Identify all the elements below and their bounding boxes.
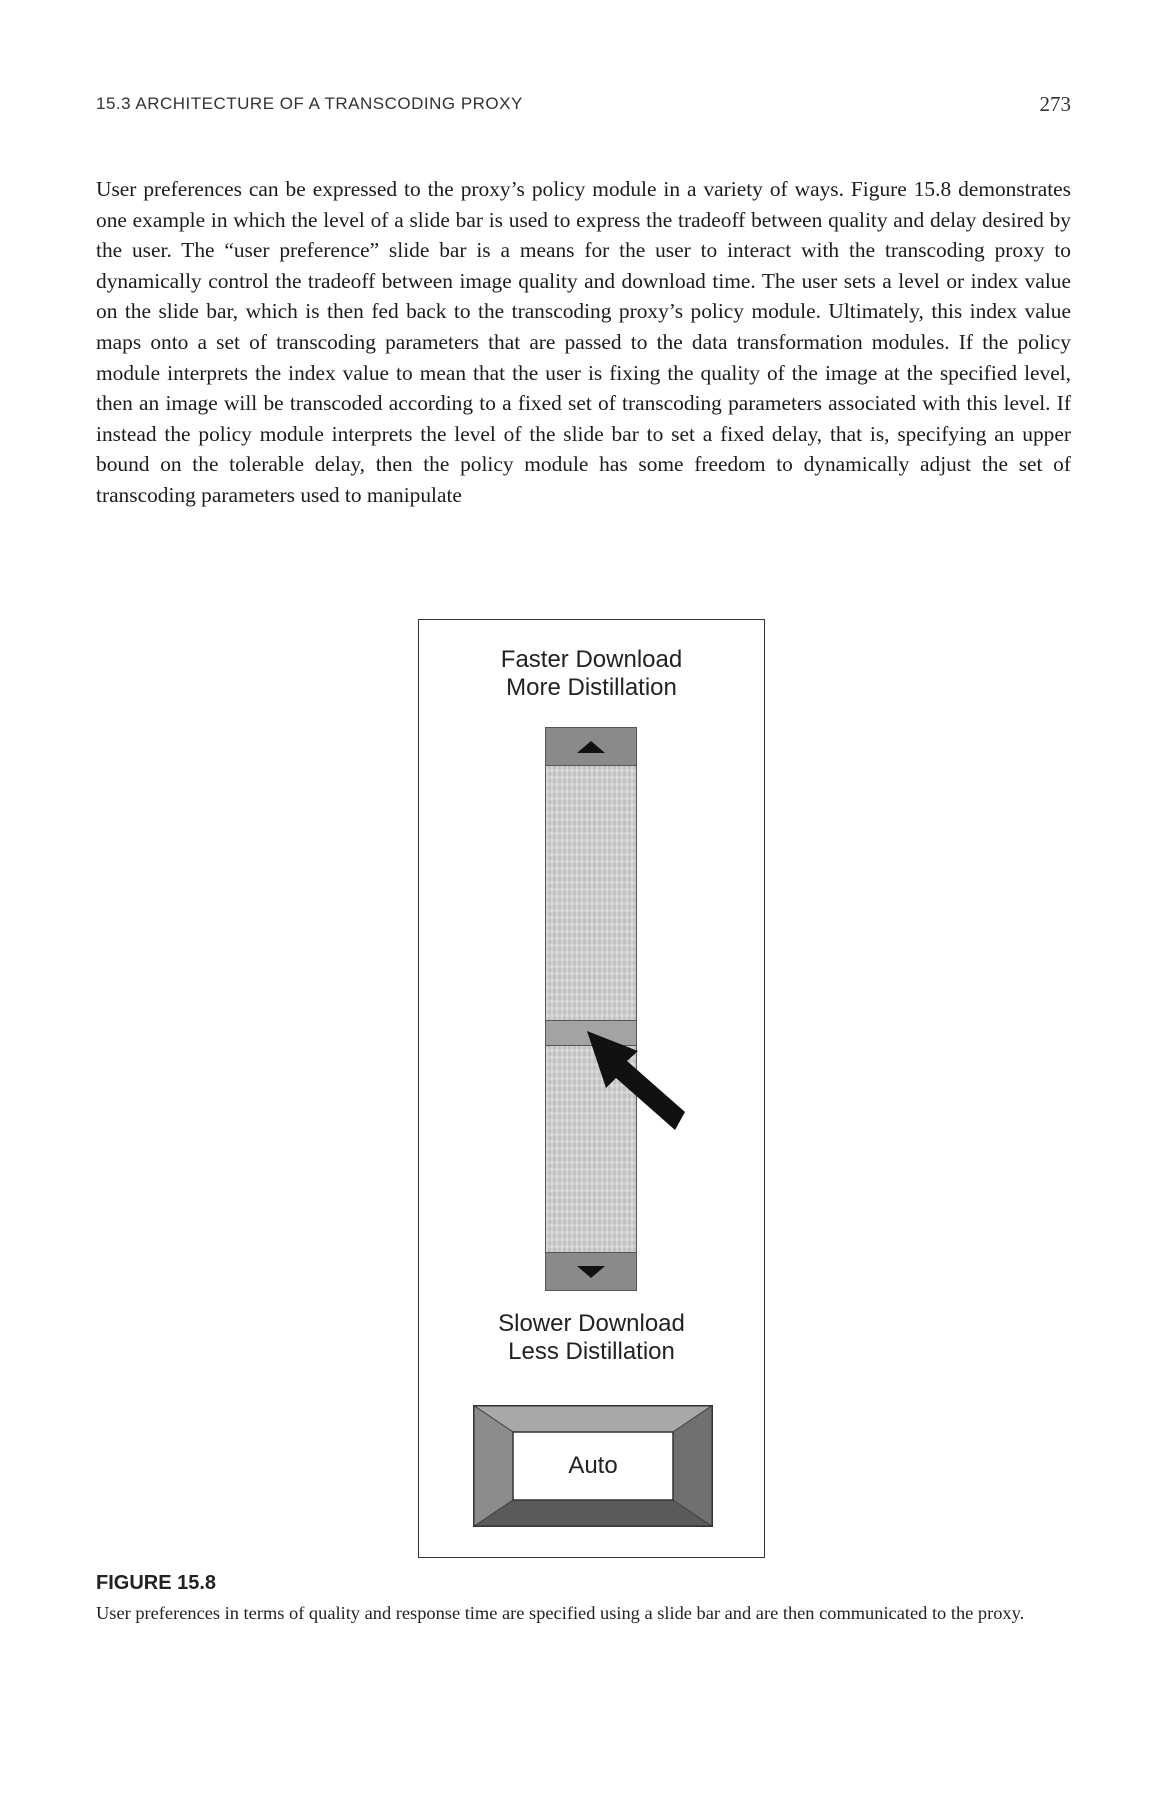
faster-download-line: Faster Download (500, 646, 683, 673)
figure-slide-bar (418, 619, 765, 1558)
arrow-down-icon (576, 1265, 606, 1279)
scroll-down-button[interactable] (546, 1252, 636, 1290)
slower-download-line: Slower Download (498, 1310, 685, 1337)
slower-download-label (419, 1310, 764, 1366)
auto-button-frame (473, 1405, 713, 1527)
figure-caption-title: FIGURE 15.8 (96, 1572, 217, 1594)
figure-caption-text: User preferences in terms of quality and response time are specified using a slide bar and are then communicated to the proxy. (96, 1603, 1025, 1623)
body-paragraph: User preferences can be expressed to the proxy’s policy module in a variety of ways. Figure 15.8 demonstrates one example in which the level of a slide bar is used to express the tradeoff between quality and delay desired by the user. The “user preference” slide bar is a means for the user to interact with the transcoding proxy to dynamically control the tradeoff between image quality and download time. The user sets a level or index value on the slide bar, which is then fed back to the transcoding proxy’s policy module. Ultimately, this index value maps onto a set of transcoding parameters that are passed to the data transformation modules. If the policy module interprets the index value to mean that the user is fixing the quality of the image at the specified level, then an image will be transcoded according to a fixed set of transcoding parameters associated with this level. If instead the policy module interprets the level of the slide bar to set a fixed delay, that is, specifying an upper bound on the tolerable delay, then the policy module has some freedom to dynamically adjust the set of transcoding parameters used to manipulate (96, 177, 1071, 507)
section-title: 15.3 ARCHITECTURE OF A TRANSCODING PROXY (96, 94, 523, 113)
less-distillation-line: Less Distillation (508, 1338, 675, 1365)
arrow-up-icon (576, 740, 606, 754)
scroll-up-button[interactable] (546, 728, 636, 766)
mouse-cursor-icon (586, 1030, 686, 1134)
faster-download-label (419, 646, 764, 702)
auto-button[interactable]: Auto (513, 1432, 673, 1500)
running-header (96, 94, 1071, 124)
more-distillation-line: More Distillation (506, 674, 677, 701)
preference-slide-bar[interactable] (545, 727, 637, 1291)
page-number: 273 (1039, 92, 1071, 116)
